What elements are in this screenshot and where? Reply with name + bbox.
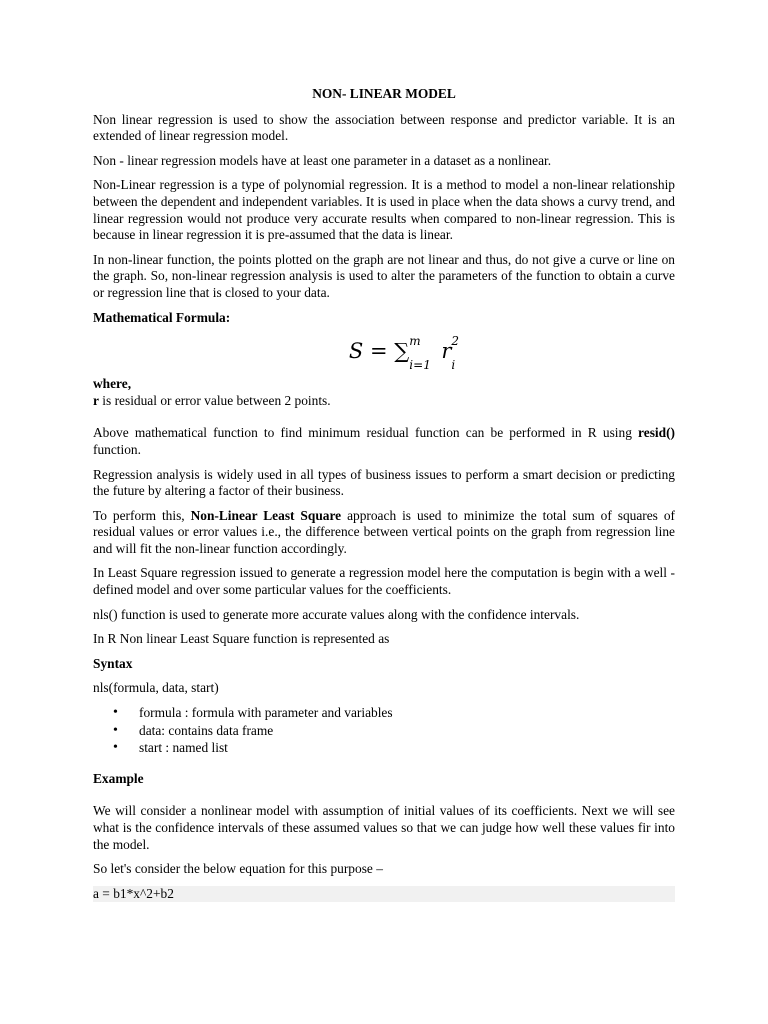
paragraph-least-square-text-a: To perform this,	[93, 507, 191, 523]
list-item: • formula : formula with parameter and variables	[139, 705, 675, 722]
paragraph-polynomial: Non-Linear regression is a type of polynomial regression. It is a method to model a non-linear relationship between the dependent and independent variables. It is used in place when the data shows a curvy trend, and linear regression would not produce very accurate results when compared to non-linear regression. This is because in linear regression it is pre-assumed that the data is linear.	[93, 177, 675, 243]
where-text: is residual or error value between 2 points.	[98, 392, 331, 408]
code-line: a = b1*x^2+b2	[93, 886, 675, 902]
list-item: • data: contains data frame	[139, 723, 675, 740]
document-body	[93, 86, 675, 902]
nlls-term: Non-Linear Least Square	[190, 507, 342, 523]
sum-of-squares-formula	[133, 334, 675, 373]
paragraph-least-square-text-b: approach is used to minimize the total sum of squares of residual values or error values i.e., the difference between vertical points on the graph from regression line and will fit the non-linear function accordingly.	[93, 507, 675, 556]
formula-sum-symbol: ∑	[394, 339, 410, 364]
argument-list	[93, 705, 675, 757]
example-heading: Example	[93, 770, 144, 786]
paragraph-resid	[93, 425, 675, 458]
where-label: where,	[93, 376, 132, 392]
paragraph-intro: Non linear regression is used to show the association between response and predictor variable. It is an extended of linear regression model.	[93, 111, 675, 144]
where-variable: r	[93, 392, 99, 408]
paragraph-equation-intro: So let's consider the below equation for this purpose –	[93, 861, 383, 877]
paragraph-resid-text-b: function.	[93, 441, 141, 457]
paragraph-nonlinear-function: In non-linear function, the points plotted on the graph are not linear and thus, do not give a curve or line on the graph. So, non-linear regression analysis is used to alter the parameters of the function to obtain a curve or regression line that is closed to your data.	[93, 251, 675, 300]
syntax-line: nls(formula, data, start)	[93, 680, 219, 696]
resid-function: resid()	[638, 425, 675, 441]
formula-term: r	[441, 339, 452, 364]
formula-lower-limit: i=1	[409, 358, 431, 373]
syntax-heading: Syntax	[93, 655, 133, 671]
paragraph-parameter: Non - linear regression models have at least one parameter in a dataset as a nonlinear.	[93, 152, 552, 168]
math-heading: Mathematical Formula:	[93, 309, 231, 325]
paragraph-least-square	[93, 508, 675, 558]
formula-limits	[409, 334, 431, 373]
formula-equals: =	[370, 339, 388, 364]
paragraph-resid-text-a: Above mathematical function to find minimum residual function can be performed in R using	[93, 425, 639, 441]
paragraph-nls: nls() function is used to generate more accurate values along with the confidence intervals.	[93, 606, 580, 622]
formula-term-scripts	[451, 334, 460, 373]
paragraph-example: We will consider a nonlinear model with assumption of initial values of its coefficients. Next we will see what is the confidence intervals of these assumed values so that we can judge how well these values fir into the model.	[93, 803, 675, 852]
paragraph-representation: In R Non linear Least Square function is represented as	[93, 631, 390, 647]
paragraph-computation: In Least Square regression issued to generate a regression model here the computation is begin with a well - defined model and over some particular values for the coefficients.	[93, 565, 675, 598]
formula-term-index: i	[451, 358, 456, 373]
paragraph-business: Regression analysis is widely used in all types of business issues to perform a smart decision or predicting the future by altering a factor of their business.	[93, 466, 675, 499]
list-item: • start : named list	[139, 740, 675, 757]
formula-upper-limit: m	[409, 334, 421, 349]
formula-term-exponent: 2	[451, 334, 460, 349]
where-definition	[93, 393, 675, 410]
page-title: NON- LINEAR MODEL	[312, 86, 456, 101]
formula-lhs: S	[348, 339, 364, 364]
